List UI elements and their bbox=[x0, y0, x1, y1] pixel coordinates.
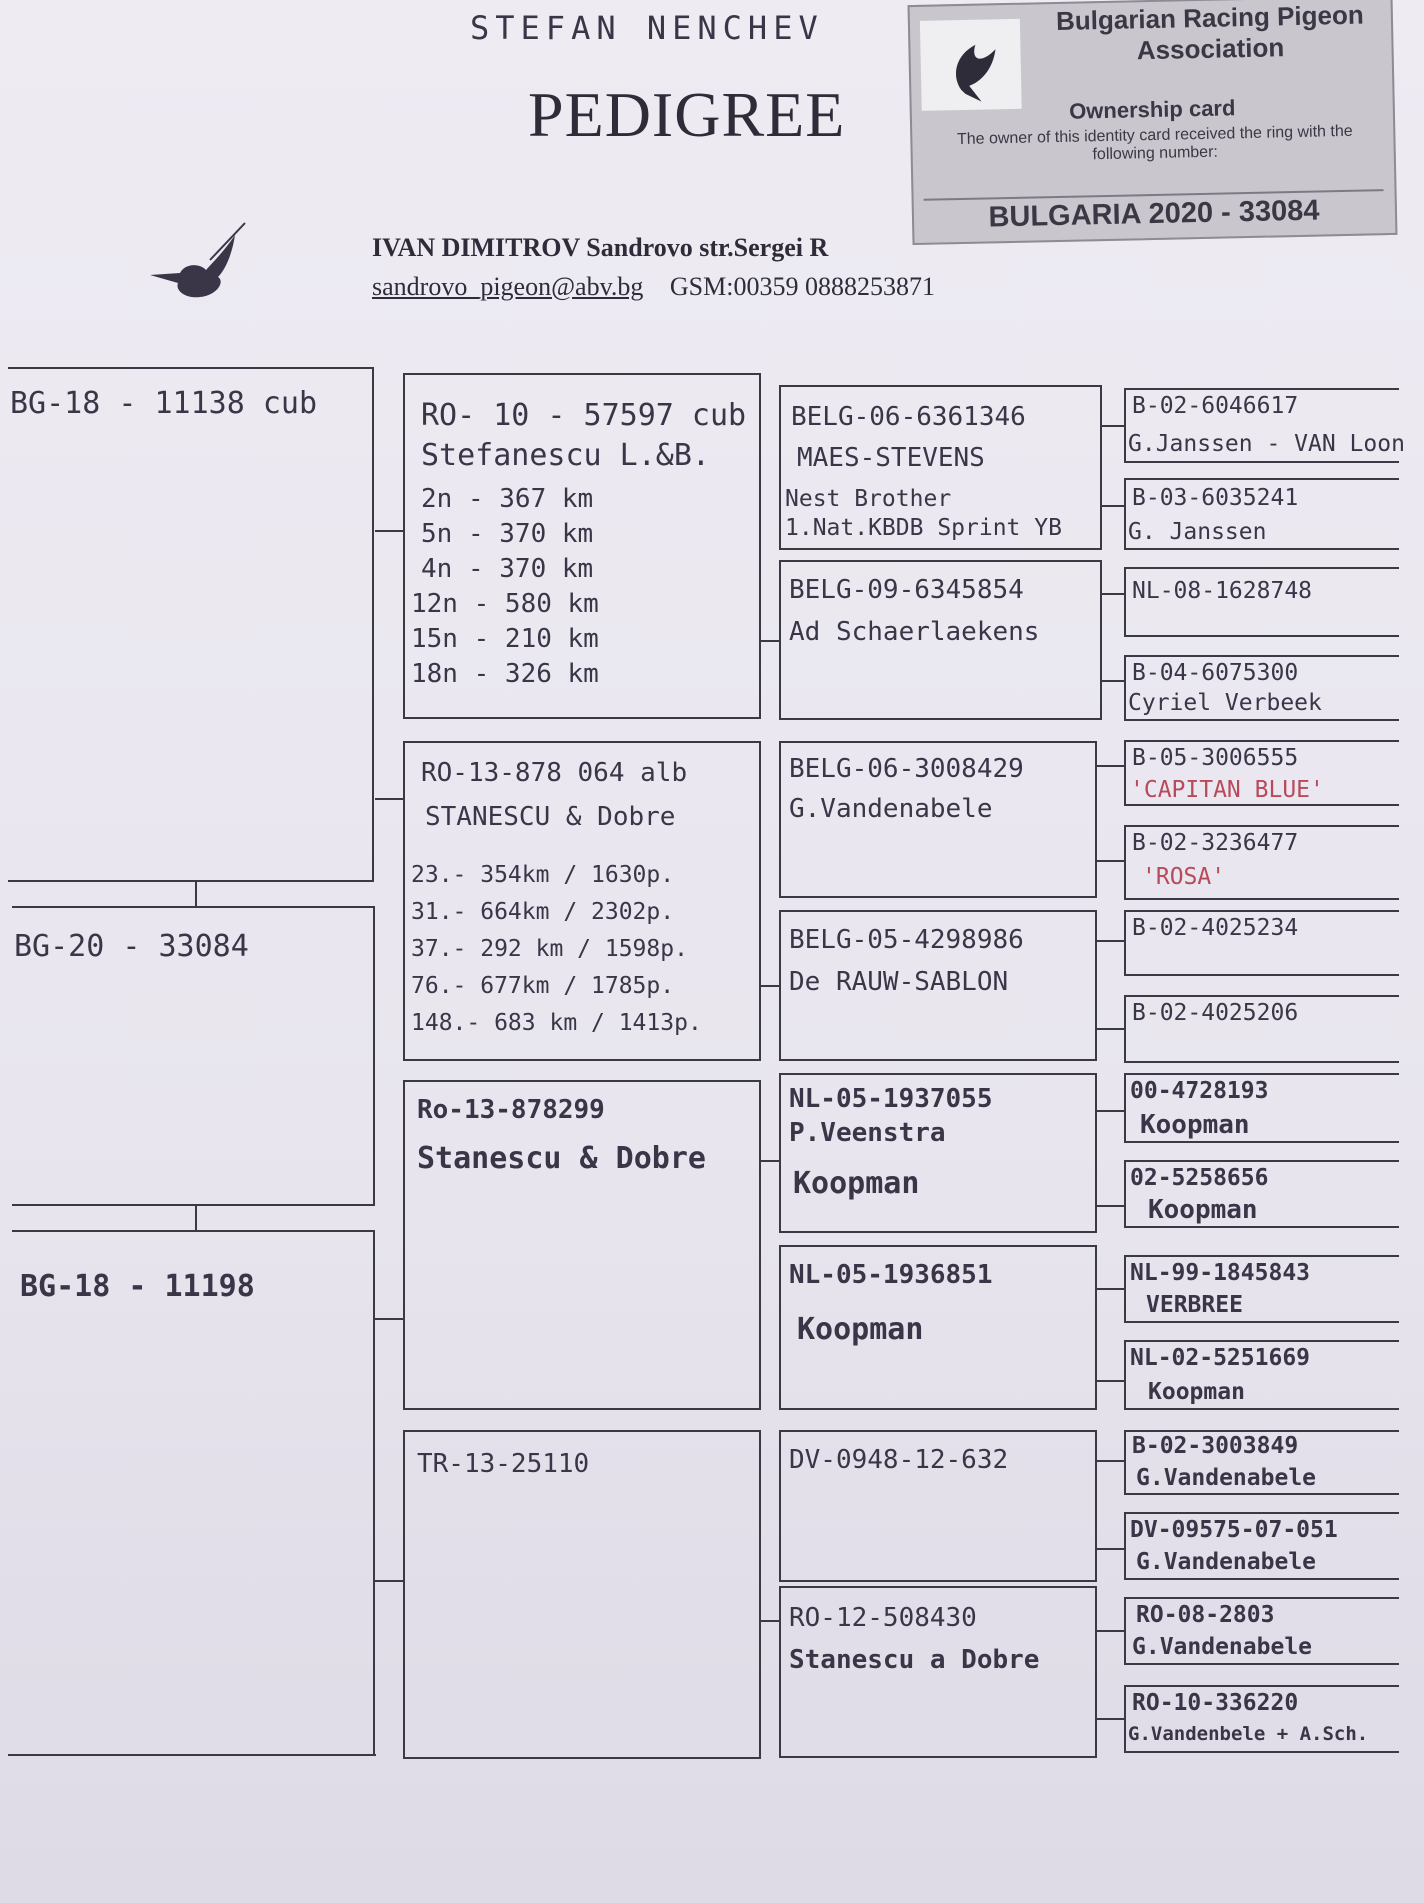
ggg-ring: NL-99-1845843 bbox=[1130, 1260, 1311, 1286]
ggg-ring: B-04-6075300 bbox=[1132, 660, 1299, 686]
sire-box bbox=[8, 367, 374, 882]
ggg-ring: RO-08-2803 bbox=[1136, 1602, 1275, 1628]
ggg-box-7 bbox=[1124, 910, 1399, 976]
ggg-owner: G.Vandenabele bbox=[1136, 1549, 1317, 1575]
grandparent-ring: RO- 10 - 57597 cub bbox=[421, 398, 747, 433]
ownership-card bbox=[908, 0, 1398, 245]
baseline bbox=[8, 1754, 376, 1756]
connector bbox=[195, 882, 197, 906]
ggg-ring: B-02-4025234 bbox=[1132, 915, 1299, 941]
result-line: 37.- 292 km / 1598p. bbox=[411, 936, 688, 962]
connector bbox=[1097, 1630, 1124, 1632]
great-grandparent-box-6 bbox=[779, 1245, 1097, 1410]
card-organization: Bulgarian Racing Pigeon Association bbox=[1055, 0, 1365, 66]
ggg-box-9 bbox=[1124, 1073, 1399, 1143]
ggg-owner: Cyriel Verbeek bbox=[1128, 690, 1322, 716]
ggg-owner: Koopman bbox=[1148, 1195, 1258, 1225]
card-title: Ownership card bbox=[1068, 95, 1236, 124]
page-title: PEDIGREE bbox=[528, 79, 846, 150]
ggg-ring: B-02-3003849 bbox=[1132, 1433, 1299, 1459]
ggg-ring: B-03-6035241 bbox=[1132, 485, 1299, 511]
gg-ring: BELG-09-6345854 bbox=[789, 575, 1024, 605]
great-grandparent-box-3 bbox=[779, 741, 1097, 898]
result-line: 4n - 370 km bbox=[421, 554, 594, 584]
gg-owner: P.Veenstra bbox=[789, 1118, 946, 1148]
ggg-owner: 'CAPITAN BLUE' bbox=[1130, 777, 1324, 803]
handwritten-owner-name: STEFAN NENCHEV bbox=[470, 9, 824, 47]
connector bbox=[1102, 680, 1124, 682]
connector bbox=[1097, 940, 1124, 942]
gg-ring: RO-12-508430 bbox=[789, 1603, 977, 1633]
gg-ring: DV-0948-12-632 bbox=[789, 1445, 1009, 1475]
connector bbox=[761, 640, 779, 642]
result-line: 2n - 367 km bbox=[421, 484, 594, 514]
grandparent-owner: Stefanescu L.&B. bbox=[421, 438, 710, 473]
great-grandparent-box-7 bbox=[779, 1430, 1097, 1582]
grandparent-owner: Stanescu & Dobre bbox=[417, 1141, 706, 1176]
ggg-box-1 bbox=[1124, 388, 1405, 463]
dam-box bbox=[12, 1230, 375, 1754]
gg-ring: BELG-05-4298986 bbox=[789, 925, 1024, 955]
grandparent-owner: STANESCU & Dobre bbox=[425, 802, 676, 832]
gg-note: 1.Nat.KBDB Sprint YB bbox=[785, 515, 1062, 541]
subject-ring: BG-20 - 33084 bbox=[14, 929, 249, 964]
ggg-owner: Koopman bbox=[1140, 1110, 1250, 1140]
grandparent-ring: TR-13-25110 bbox=[417, 1449, 590, 1479]
connector bbox=[1097, 1380, 1124, 1382]
connector bbox=[1097, 1548, 1124, 1550]
ggg-ring: 00-4728193 bbox=[1130, 1078, 1269, 1104]
ggg-ring: B-05-3006555 bbox=[1132, 745, 1299, 771]
ggg-box-5 bbox=[1124, 740, 1399, 806]
grandparent-box-2 bbox=[403, 741, 761, 1061]
ggg-box-3 bbox=[1124, 567, 1399, 637]
ggg-owner: G.Vandenabele bbox=[1132, 1634, 1313, 1660]
result-line: 148.- 683 km / 1413p. bbox=[411, 1010, 702, 1036]
ggg-box-16 bbox=[1124, 1685, 1399, 1753]
connector bbox=[375, 798, 403, 800]
gg-owner: De RAUW-SABLON bbox=[789, 967, 1009, 997]
breeder-phone: GSM:00359 0888253871 bbox=[669, 272, 935, 301]
connector bbox=[375, 1580, 403, 1582]
result-line: 18n - 326 km bbox=[411, 659, 599, 689]
result-line: 5n - 370 km bbox=[421, 519, 594, 549]
result-line: 76.- 677km / 1785p. bbox=[411, 973, 675, 999]
pigeon-logo-icon bbox=[140, 215, 250, 319]
connector bbox=[1102, 505, 1124, 507]
ggg-owner: G. Janssen bbox=[1128, 519, 1267, 545]
great-grandparent-box-5 bbox=[779, 1073, 1097, 1233]
great-grandparent-box-4 bbox=[779, 910, 1097, 1061]
connector bbox=[1097, 1460, 1124, 1462]
sire-ring: BG-18 - 11138 cub bbox=[10, 386, 318, 421]
gg-ring: NL-05-1937055 bbox=[789, 1084, 993, 1114]
gg-note: Nest Brother bbox=[785, 486, 952, 512]
great-grandparent-box-1 bbox=[779, 385, 1102, 550]
ggg-owner: G.Vandenabele bbox=[1136, 1465, 1317, 1491]
breeder-contact bbox=[372, 272, 935, 302]
connector bbox=[195, 1206, 197, 1230]
grandparent-ring: RO-13-878 064 alb bbox=[421, 758, 688, 788]
breeder-email[interactable]: sandrovo_pigeon@abv.bg bbox=[372, 272, 644, 301]
subject-box bbox=[12, 906, 375, 1206]
result-line: 15n - 210 km bbox=[411, 624, 599, 654]
ggg-ring: NL-02-5251669 bbox=[1130, 1345, 1311, 1371]
gg-owner: Ad Schaerlaekens bbox=[789, 617, 1040, 647]
connector bbox=[761, 1620, 779, 1622]
gg-owner: Stanescu a Dobre bbox=[789, 1645, 1040, 1675]
connector bbox=[1097, 1205, 1124, 1207]
ggg-ring: DV-09575-07-051 bbox=[1130, 1517, 1338, 1543]
card-text: The owner of this identity card received the ring with the following number: bbox=[956, 122, 1353, 164]
connector bbox=[1097, 1110, 1124, 1112]
ggg-box-14 bbox=[1124, 1512, 1399, 1580]
connector bbox=[1097, 1288, 1124, 1290]
ggg-ring: 02-5258656 bbox=[1130, 1165, 1269, 1191]
gg-ring: BELG-06-3008429 bbox=[789, 754, 1024, 784]
connector bbox=[1097, 1028, 1124, 1030]
great-grandparent-box-8 bbox=[779, 1586, 1097, 1758]
ggg-ring: RO-10-336220 bbox=[1132, 1690, 1299, 1716]
ggg-ring: B-02-4025206 bbox=[1132, 1000, 1299, 1026]
result-line: 31.- 664km / 2302p. bbox=[411, 899, 675, 925]
ggg-box-15 bbox=[1124, 1597, 1399, 1665]
ggg-box-13 bbox=[1124, 1430, 1399, 1495]
ggg-box-11 bbox=[1124, 1255, 1399, 1323]
ggg-box-12 bbox=[1124, 1340, 1399, 1410]
ggg-owner: 'ROSA' bbox=[1142, 864, 1226, 890]
gg-owner: MAES-STEVENS bbox=[797, 443, 985, 473]
ggg-box-2 bbox=[1124, 478, 1399, 550]
ggg-ring: B-02-6046617 bbox=[1132, 393, 1299, 419]
great-grandparent-box-2 bbox=[779, 560, 1102, 720]
grandparent-box-4 bbox=[403, 1430, 761, 1759]
grandparent-ring: Ro-13-878299 bbox=[417, 1095, 605, 1125]
ggg-owner: VERBREE bbox=[1146, 1292, 1243, 1318]
ggg-owner: G.Vandenbele + A.Sch. bbox=[1128, 1723, 1369, 1745]
breeder-name: IVAN DIMITROV Sandrovo str.Sergei R bbox=[372, 233, 829, 262]
gg-ring: NL-05-1936851 bbox=[789, 1260, 993, 1290]
gg-owner-2: Koopman bbox=[793, 1166, 920, 1201]
ggg-box-6 bbox=[1124, 825, 1399, 900]
ggg-box-8 bbox=[1124, 995, 1399, 1063]
ggg-owner: Koopman bbox=[1148, 1379, 1245, 1405]
result-line: 12n - 580 km bbox=[411, 589, 599, 619]
grandparent-box-1 bbox=[403, 373, 761, 719]
gg-owner: Koopman bbox=[797, 1312, 924, 1347]
gg-ring: BELG-06-6361346 bbox=[791, 402, 1026, 432]
connector bbox=[1102, 593, 1124, 595]
result-line: 23.- 354km / 1630p. bbox=[411, 862, 675, 888]
connector bbox=[761, 985, 779, 987]
dove-logo-icon bbox=[920, 19, 1022, 111]
dam-ring: BG-18 - 11198 bbox=[20, 1269, 255, 1304]
ggg-owner: G.Janssen - VAN Loon bbox=[1128, 431, 1405, 457]
ggg-box-10 bbox=[1124, 1160, 1399, 1228]
ggg-ring: NL-08-1628748 bbox=[1132, 578, 1313, 604]
connector bbox=[1102, 425, 1124, 427]
connector bbox=[375, 530, 403, 532]
connector bbox=[761, 1160, 779, 1162]
gg-owner: G.Vandenabele bbox=[789, 794, 993, 824]
ggg-box-4 bbox=[1124, 655, 1399, 721]
connector bbox=[375, 1318, 403, 1320]
ggg-ring: B-02-3236477 bbox=[1132, 830, 1299, 856]
connector bbox=[1097, 1718, 1124, 1720]
card-ring-number: BULGARIA 2020 - 33084 bbox=[924, 189, 1385, 236]
connector bbox=[1097, 765, 1124, 767]
grandparent-box-3 bbox=[403, 1080, 761, 1410]
connector bbox=[1097, 860, 1124, 862]
